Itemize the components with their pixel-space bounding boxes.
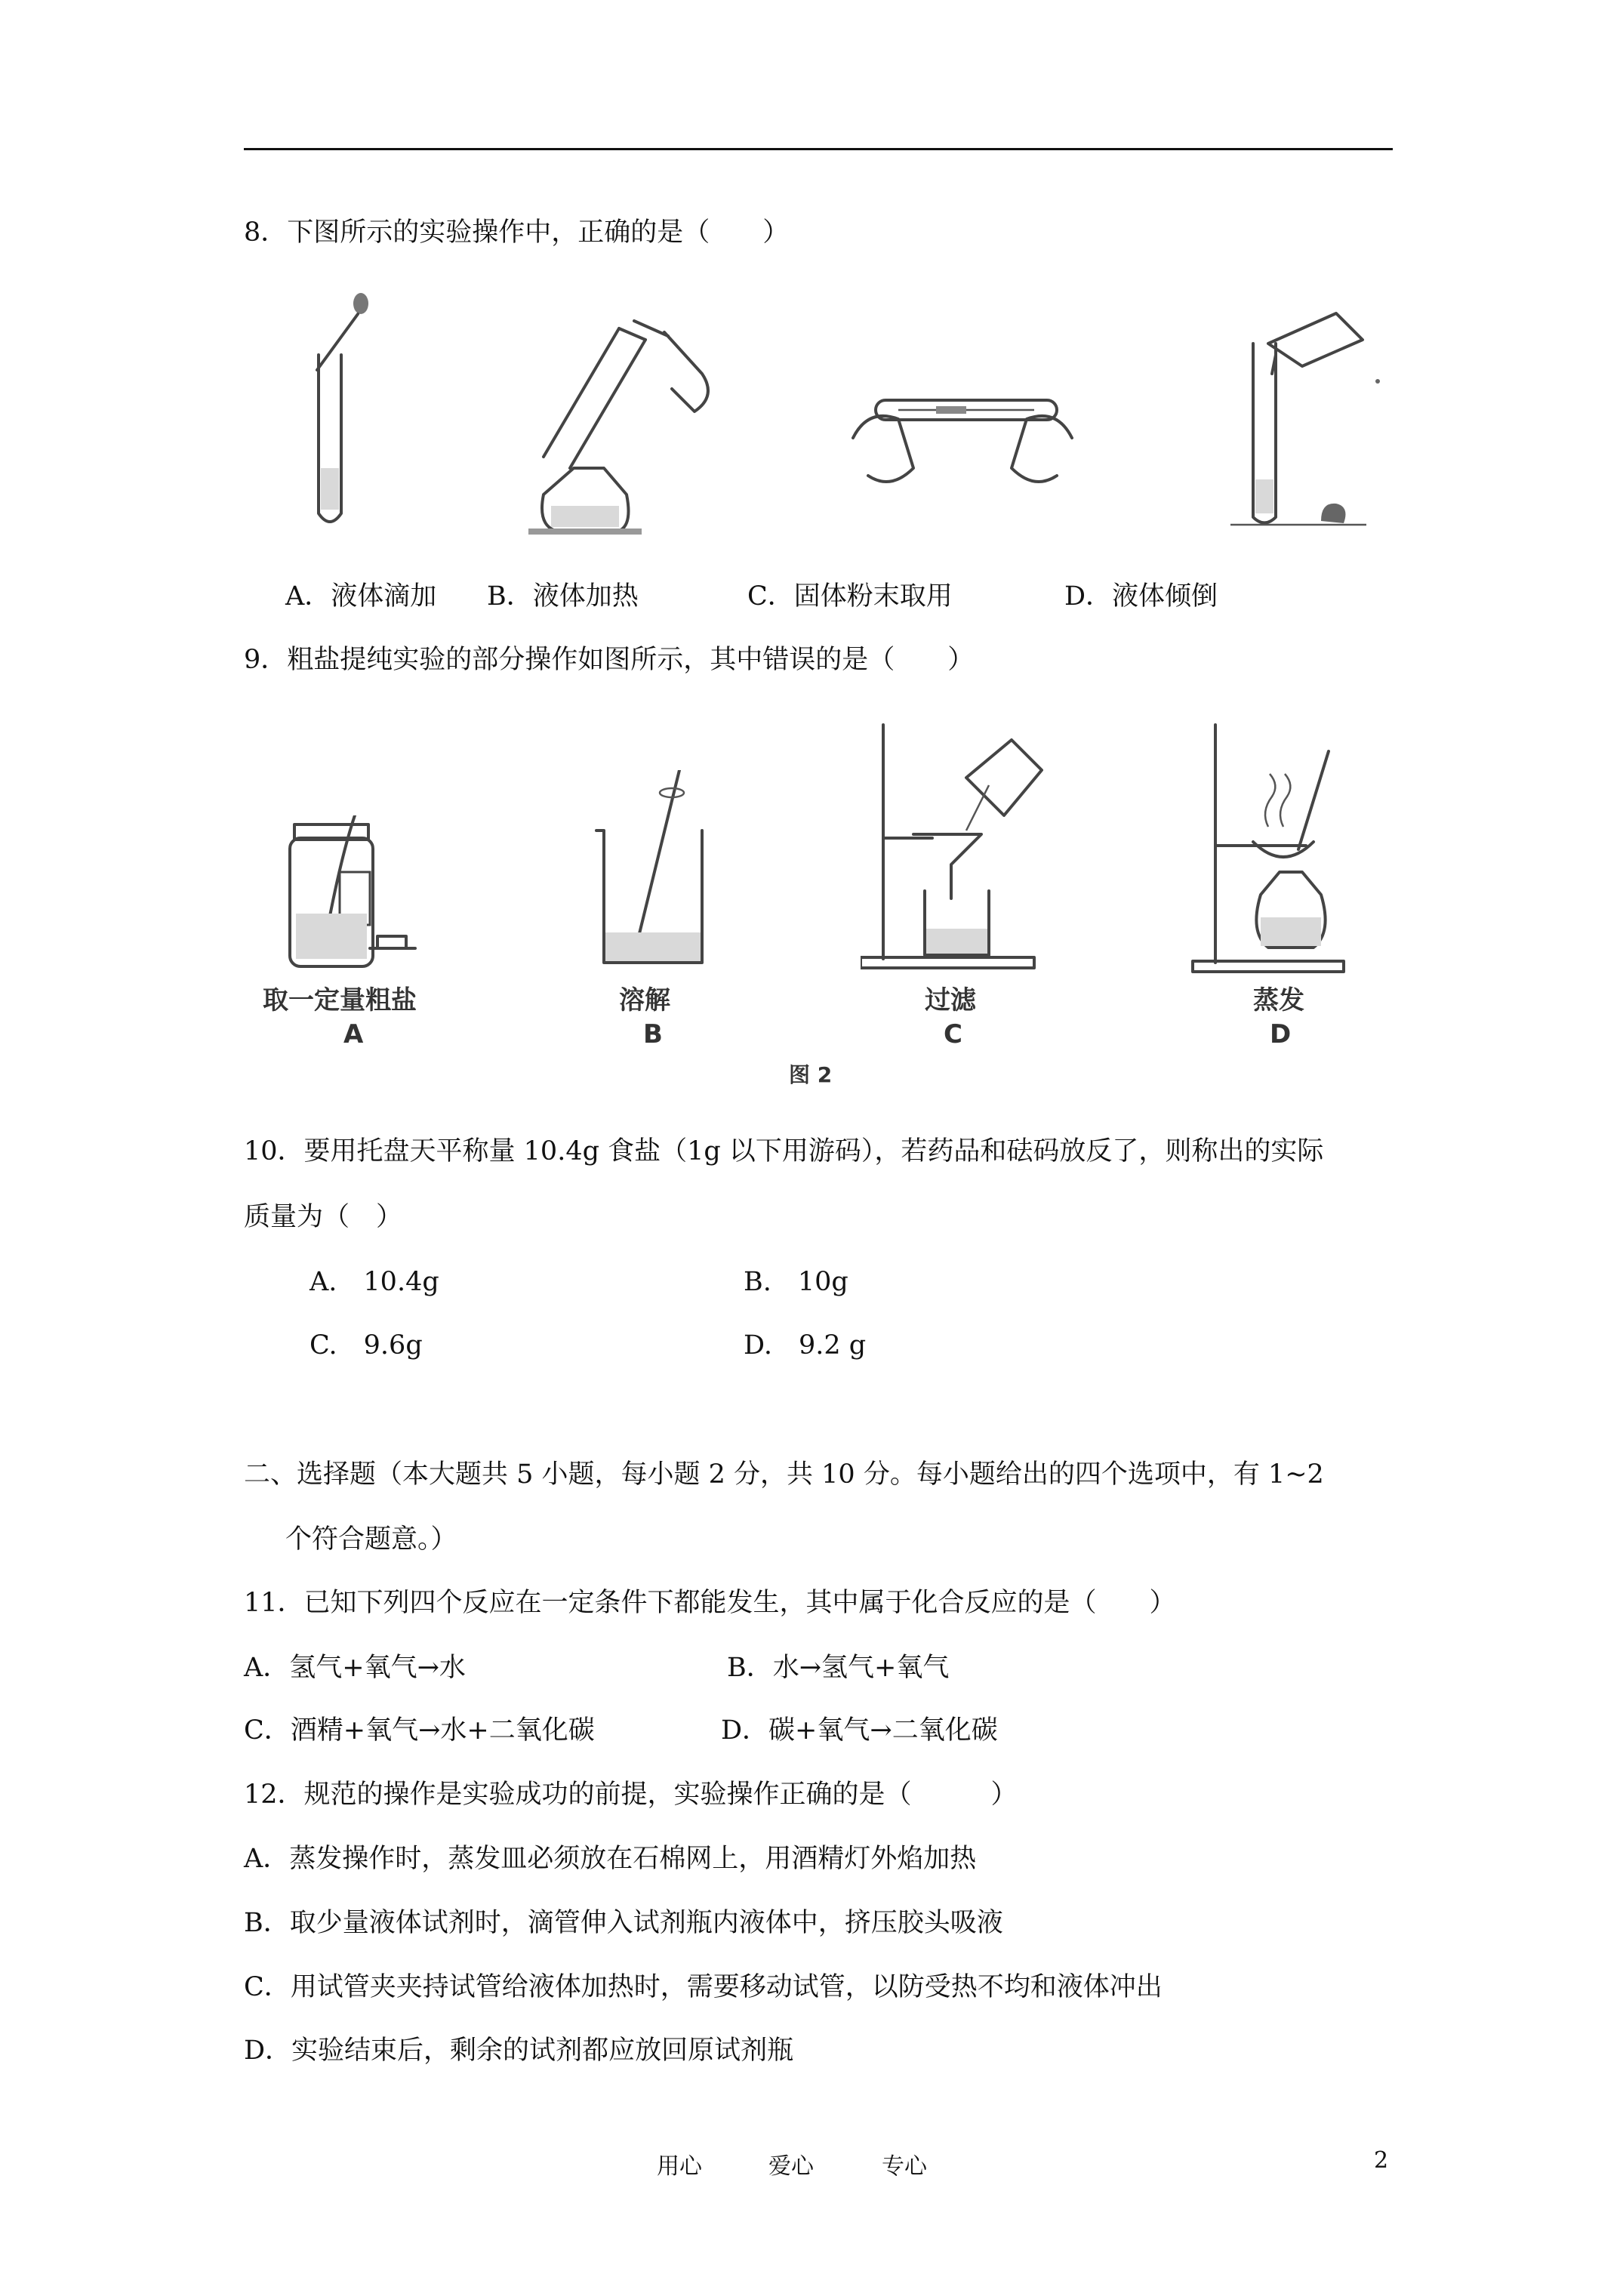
q9-figure-a-jar bbox=[279, 815, 445, 974]
q9-figure-c-filter bbox=[861, 717, 1057, 974]
footer-item-2: 爱心 bbox=[768, 2153, 814, 2180]
q10-stem-line1: 10．要用托盘天平称量 10.4g 食盐（1g 以下用游码），若药品和砝码放反了，则称出的实际 bbox=[244, 1136, 1324, 1166]
q11-option-a: A．氢气+氧气→水 bbox=[244, 1653, 466, 1683]
q8-option-a: A．液体滴加 bbox=[285, 581, 437, 612]
q9-caption-d: 蒸发 bbox=[1253, 985, 1304, 1015]
q12-option-d: D．实验结束后，剩余的试剂都应放回原试剂瓶 bbox=[244, 2036, 794, 2066]
q11-option-b: B．水→氢气+氧气 bbox=[727, 1653, 950, 1683]
q9-figure-b-beaker bbox=[589, 770, 717, 974]
q12-stem: 12．规范的操作是实验成功的前提，实验操作正确的是（ ） bbox=[244, 1780, 1018, 1810]
q9-letter-a: A bbox=[343, 1019, 364, 1049]
q9-letter-d: D bbox=[1270, 1019, 1292, 1049]
q8-figure-c-powder bbox=[845, 378, 1079, 521]
q8-option-b: B．液体加热 bbox=[487, 581, 639, 612]
footer-item-1: 用心 bbox=[657, 2153, 702, 2180]
q10-option-a: A. 10.4g bbox=[310, 1267, 439, 1297]
q9-stem: 9．粗盐提纯实验的部分操作如图所示，其中错误的是（ ） bbox=[244, 645, 975, 675]
q8-stem: 8．下图所示的实验操作中，正确的是（ ） bbox=[244, 217, 790, 248]
q8-figure-b-heating bbox=[521, 306, 740, 540]
section2-heading-line2: 个符合题意。） bbox=[285, 1524, 457, 1555]
q10-option-d: D. 9.2 g bbox=[744, 1330, 867, 1361]
q8-figure-d-pouring bbox=[1230, 298, 1381, 532]
q11-stem: 11．已知下列四个反应在一定条件下都能发生，其中属于化合反应的是（ ） bbox=[244, 1588, 1176, 1618]
page-number: 2 bbox=[1374, 2147, 1389, 2174]
q8-option-d: D．液体倾倒 bbox=[1064, 581, 1218, 612]
q8-figure-a-dropper bbox=[294, 287, 393, 536]
q12-option-a: A．蒸发操作时，蒸发皿必须放在石棉网上，用酒精灯外焰加热 bbox=[244, 1844, 977, 1874]
q10-stem-line2: 质量为（ ） bbox=[244, 1202, 403, 1232]
q9-caption-c: 过滤 bbox=[925, 985, 976, 1015]
header-rule bbox=[244, 148, 1393, 150]
q8-option-c: C．固体粉末取用 bbox=[747, 581, 953, 612]
q12-option-c: C．用试管夹夹持试管给液体加热时，需要移动试管，以防受热不均和液体冲出 bbox=[244, 1972, 1163, 2002]
q10-option-c: C. 9.6g bbox=[310, 1330, 423, 1361]
q9-letter-c: C bbox=[944, 1019, 962, 1049]
section2-heading-line1: 二、选择题（本大题共 5 小题，每小题 2 分，共 10 分。每小题给出的四个选项中，有 1~2 bbox=[244, 1459, 1324, 1490]
q9-caption-b: 溶解 bbox=[619, 985, 670, 1015]
q11-option-c: C．酒精+氧气→水+二氧化碳 bbox=[244, 1715, 595, 1746]
q9-figure-label: 图 2 bbox=[789, 1062, 833, 1087]
q9-caption-a: 取一定量粗盐 bbox=[263, 985, 417, 1015]
q10-option-b: B. 10g bbox=[744, 1267, 848, 1297]
footer-item-3: 专心 bbox=[882, 2153, 927, 2180]
q11-option-d: D．碳+氧气→二氧化碳 bbox=[721, 1715, 998, 1746]
q9-figure-d-evaporate bbox=[1185, 721, 1351, 978]
q12-option-b: B．取少量液体试剂时，滴管伸入试剂瓶内液体中，挤压胶头吸液 bbox=[244, 1908, 1003, 1938]
q9-letter-b: B bbox=[643, 1019, 663, 1049]
